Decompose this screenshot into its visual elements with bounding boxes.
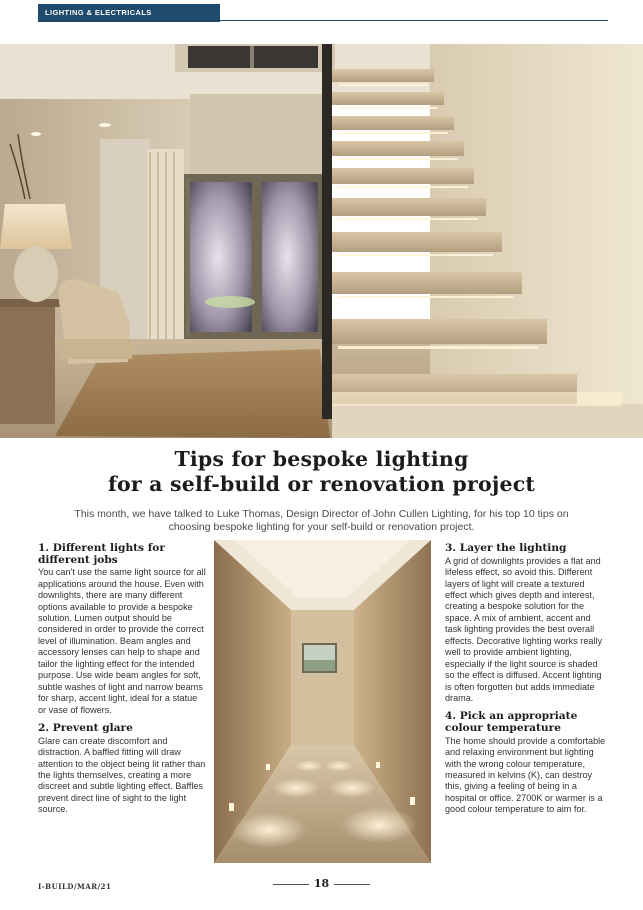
corridor-photo bbox=[214, 540, 431, 863]
tip-body: The home should provide a comfortable and relaxing environment but lighting with the wrong colour temperature, measured in kelvins (K), can destroy this, giving a feeling of being in a hospital or office. 2700K or warmer is a good colour temperature to aim for. bbox=[445, 735, 606, 815]
right-column bbox=[445, 543, 608, 823]
publication-issue: I-BUILD/MAR/21 bbox=[38, 882, 112, 891]
section-label: LIGHTING & ELECTRICALS bbox=[38, 4, 220, 22]
page-number: 18 bbox=[313, 877, 330, 890]
title-line-2: for a self-build or renovation project bbox=[107, 472, 536, 496]
left-column bbox=[38, 543, 206, 823]
tip-heading: 1. Different lights for different jobs bbox=[38, 542, 165, 566]
tip-body: You can't use the same light source for all applications around the house. Even with downlights, there are many different options available to provide a bespoke solution. Lumen output should be considered in order to provide the correct level of illumination. Beam angles and accessory lenses can help to shape and tailor the lighting effect for the intended purpose. Use wide beam angles for soft, subtle washes of light and narrow beams for sharp, accent light, ideal for a statue or vase of flowers. bbox=[38, 567, 206, 715]
tip-body: A grid of downlights provides a flat and lifeless effect, so avoid this. Different layers of light will create a textured effect which gives depth and interest, creating a bespoke solution for the space. A mix of ambient, accent and task lighting provides the best overall effects. Decorative lighting works really well to provide ambient lighting, especially if the light source is shaded so the effect is diffused. Accent lighting is often forgotten but adds immediate drama. bbox=[445, 555, 603, 704]
tip-heading: 4. Pick an appropriate colour temperature bbox=[445, 710, 578, 735]
tip-heading: 3. Layer the lighting bbox=[445, 542, 567, 554]
hero-staircase-photo bbox=[0, 44, 643, 438]
header-rule bbox=[220, 20, 608, 21]
tip-body: Glare can create discomfort and distraction. A baffled fitting will draw attention to the object being lit rather than the lights themselves, creating a more discreet and subtle lighting effect. Baffles prevent direct line of sight to the light source. bbox=[38, 735, 206, 815]
title-line-1: Tips for bespoke lighting bbox=[174, 447, 469, 471]
tip-heading: 2. Prevent glare bbox=[38, 722, 133, 735]
standfirst: This month, we have talked to Luke Thomas, Design Director of John Cullen Lighting, for his top 10 tips on choosing bespoke lighting for your self-build or renovation project. bbox=[74, 508, 569, 533]
footer-rule-right bbox=[334, 884, 370, 885]
article-title bbox=[0, 447, 643, 497]
